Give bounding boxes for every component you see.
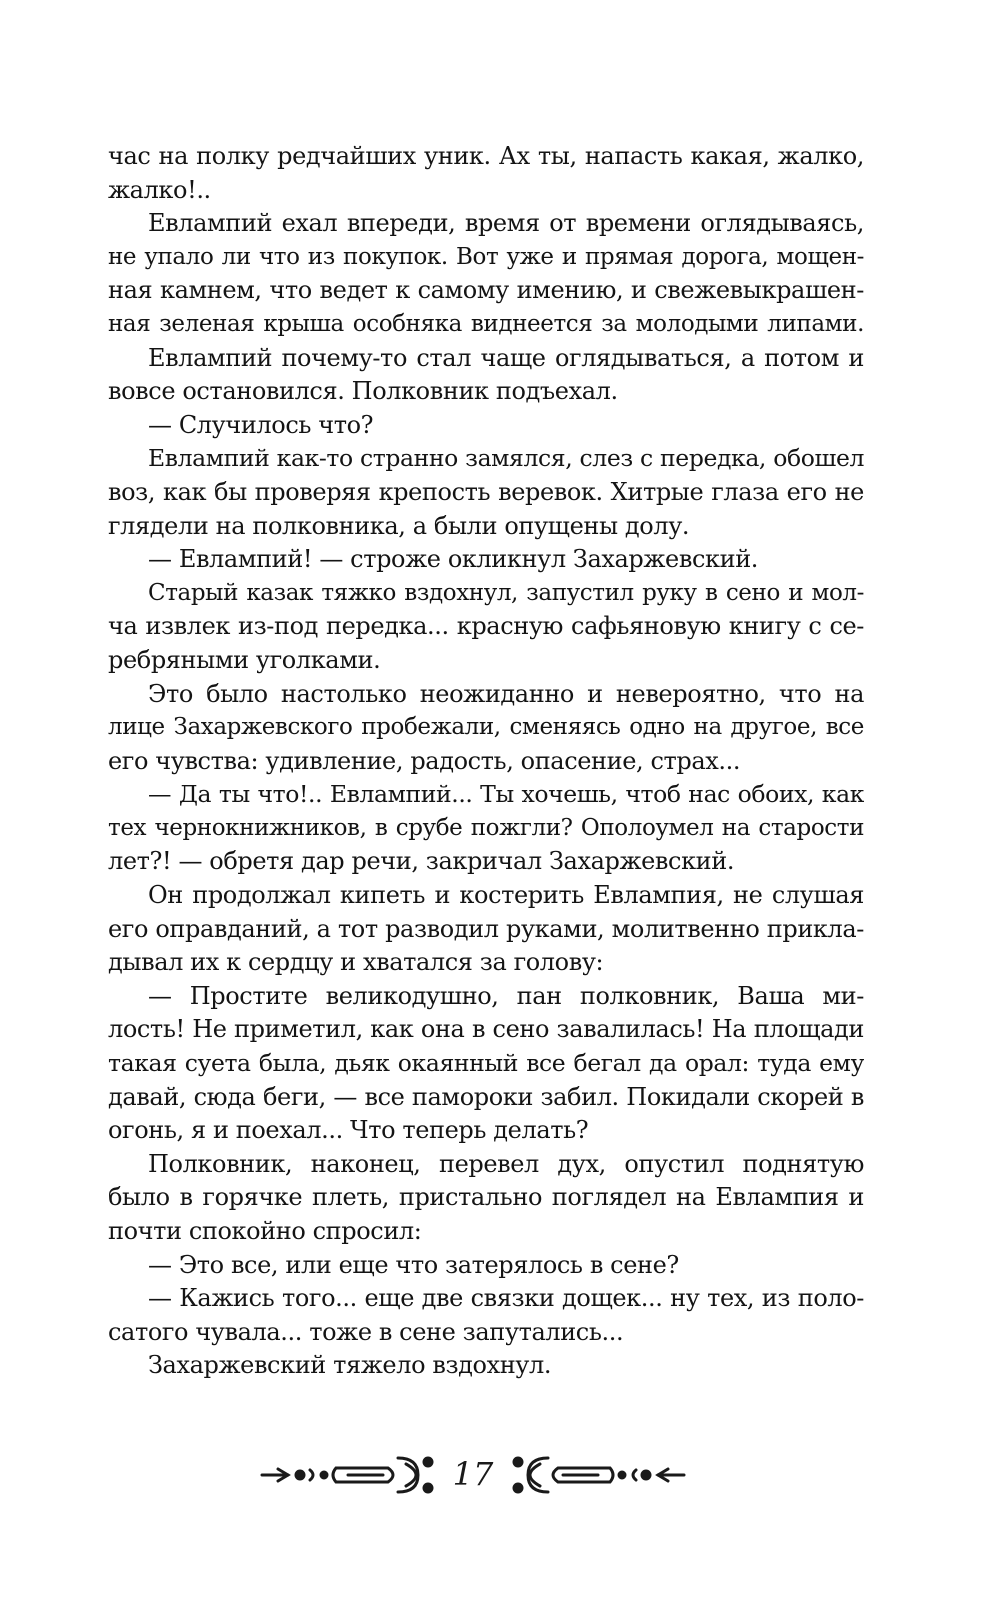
text-line: Захаржевский тяжело вздохнул. (148, 1351, 552, 1380)
text-line: Это было настолько неожиданно и невероятно, что на (148, 679, 864, 708)
text-line: ная зеленая крыша особняка виднеется за молодыми липами. (108, 310, 864, 337)
page-footer (258, 1450, 688, 1500)
text-line: его оправданий, а тот разводил руками, молитвенно прикла- (108, 914, 864, 943)
left-ornament-icon (258, 1450, 438, 1500)
text-line: ная камнем, что ведет к самому имению, и свежевыкрашен- (108, 276, 864, 305)
text-line: — Да ты что!.. Евлампий... Ты хочешь, чтоб нас обоих, как (148, 780, 864, 809)
text-line: Евлампий ехал впереди, время от времени оглядываясь, (148, 209, 864, 238)
text-line: — Это все, или еще что затерялось в сене? (148, 1250, 679, 1279)
text-line: его чувства: удивление, радость, опасение, страх... (108, 746, 741, 775)
text-line: лет?! — обретя дар речи, закричал Захаржевский. (108, 847, 735, 876)
text-line: тех чернокнижников, в срубе пожгли? Ополоумел на старости (108, 814, 864, 841)
text-line: Евлампий как-то странно замялся, слез с передка, обошел (148, 444, 864, 473)
text-line: — Простите великодушно, пан полковник, Ваша ми- (148, 981, 864, 1010)
text-line: лость! Не приметил, как она в сено завалилась! На площади (108, 1015, 864, 1044)
text-line: Полковник, наконец, перевел дух, опустил поднятую (148, 1149, 864, 1178)
text-line: дывал их к сердцу и хватался за голову: (108, 948, 604, 977)
text-line: лице Захаржевского пробежали, сменяясь одно на другое, все (108, 714, 864, 741)
text-line: ребряными уголками. (108, 645, 381, 674)
body-text (108, 140, 864, 1383)
text-line: не упало ли что из покупок. Вот уже и прямая дорога, мощен- (108, 243, 864, 270)
text-line: огонь, я и поехал... Что теперь делать? (108, 1116, 589, 1145)
text-line: воз, как бы проверяя крепость веревок. Хитрые глаза его не (108, 477, 864, 506)
page-number: 17 (452, 1455, 494, 1493)
text-line: — Кажись того... еще две связки дощек... ну тех, из поло- (148, 1284, 864, 1313)
text-line: вовсе остановился. Полковник подъехал. (108, 377, 618, 406)
text-line: жалко!.. (108, 175, 211, 204)
text-line: сатого чувала... тоже в сене запутались... (108, 1317, 624, 1346)
text-line: давай, сюда беги, — все памороки забил. Покидали скорей в (108, 1082, 864, 1111)
text-line: Он продолжал кипеть и костерить Евлампия, не слушая (148, 881, 864, 910)
text-line: было в горячке плеть, пристально поглядел на Евлампия и (108, 1183, 864, 1212)
text-line: Старый казак тяжко вздохнул, запустил руку в сено и мол- (148, 579, 864, 606)
text-line: — Случилось что? (148, 410, 374, 439)
text-line: такая суета была, дьяк окаянный все бегал да орал: туда ему (108, 1049, 864, 1078)
text-line: глядели на полковника, а были опущены долу. (108, 511, 690, 540)
text-line: ча извлек из-под передка... красную сафьяновую книгу с се- (108, 612, 864, 641)
right-ornament-icon (508, 1450, 688, 1500)
text-line: — Евлампий! — строже окликнул Захаржевский. (148, 545, 759, 574)
text-line: Евлампий почему-то стал чаще оглядываться, а потом и (148, 343, 864, 372)
text-line: час на полку редчайших уник. Ах ты, напасть какая, жалко, (108, 142, 864, 170)
text-line: почти спокойно спросил: (108, 1217, 422, 1245)
